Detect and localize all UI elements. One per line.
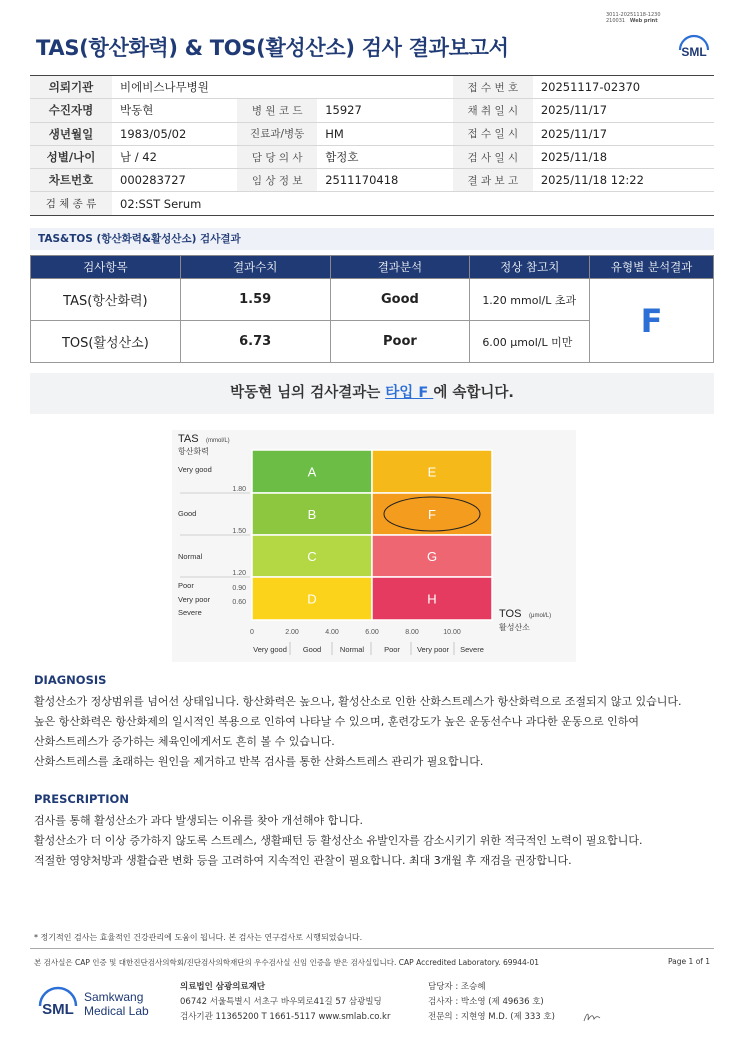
label-collection-date: 채 취 일 시 [453,99,533,122]
x-axis-title: TOS [499,608,522,620]
value-patient-name: 박동현 [112,99,237,122]
diagnosis-line: 활성산소가 정상범위를 넘어선 상태입니다. 항산화력은 높으나, 활성산소로 인한 산화스트레스가 항산화력으로 조절되지 않고 있습니다. [34,695,682,708]
x-category-label: Poor [384,645,400,654]
info-row [30,169,714,192]
header-analysis: 결과분석 [330,256,470,279]
web-print-label: Web print [629,18,658,24]
x-tick-label: 6.00 [365,629,379,636]
type-result: F [590,279,714,363]
cell-label-f: F [428,507,436,522]
header-test-item: 검사항목 [31,256,181,279]
footer-note: * 정기적인 검사는 효율적인 건강관리에 도움이 됩니다. 본 검사는 연구검사로 시행되었습니다. [34,933,363,942]
tos-analysis: Poor [330,321,470,363]
prescription-line: 검사를 통해 활성산소가 과다 발생되는 이유를 찾아 개선해야 합니다. [34,814,363,827]
report-title: TAS(항산화력) & TOS(활성산소) 검사 결과보고서 [36,36,509,60]
y-category-label: Very poor [178,595,211,604]
value-department: HM [317,122,453,145]
cell-label-d: D [307,591,317,607]
label-sex-age: 성별/나이 [30,145,112,168]
staff-specialist: 전문의 : 지현영 M.D. (제 333 호) [428,1012,555,1022]
value-test-date: 2025/11/18 [533,145,714,168]
tas-tos-chart [172,430,576,662]
value-sex-age: 남 / 42 [112,145,237,168]
staff-tester: 검사자 : 박소영 (제 49636 호) [428,997,544,1007]
cell-label-c: C [307,549,317,564]
header-result-value: 결과수치 [180,256,330,279]
banner-prefix: 박동현 님의 검사결과는 [230,385,386,401]
footer-logo-name-2: Medical Lab [84,1004,149,1018]
info-row [30,145,714,168]
y-tick-label: 1.50 [232,528,246,535]
value-receipt-number: 20251117-02370 [533,76,714,99]
diagnosis-line: 산화스트레스가 증가하는 체육인에게서도 흔히 볼 수 있습니다. [34,735,335,748]
staff-manager: 담당자 : 조승혜 [428,982,486,992]
x-axis-subtitle: 활성산소 [499,623,530,632]
label-receipt-number: 접 수 번 호 [453,76,533,99]
value-birth-date: 1983/05/02 [112,122,237,145]
diagnosis-section [34,670,714,772]
document-code [606,12,661,24]
value-specimen-type: 02:SST Serum [112,192,714,215]
cell-label-e: E [427,464,437,480]
page-number: Page 1 of 1 [668,957,711,966]
sml-logo [676,28,712,64]
value-result-report: 2025/11/18 12:22 [533,169,714,192]
prescription-section [34,789,714,871]
prescription-line: 적절한 영양처방과 생활습관 변화 등을 고려하여 지속적인 관찰이 필요합니다. 최대 3개월 후 재검을 권장합니다. [34,854,572,867]
label-chart-number: 차트번호 [30,169,112,192]
cell-label-h: H [427,591,437,607]
footer-street: 06742 서울특별시 서초구 바우뫼로41길 57 삼광빌딩 [180,997,382,1007]
y-tick-label: 1.20 [232,570,246,577]
label-result-report: 결 과 보 고 [453,169,533,192]
code-line-2: 210031 [606,18,626,24]
tos-reference: 6.00 μmol/L 미만 [470,321,590,363]
footer-staff [428,980,555,1025]
y-tick-label: 0.60 [232,599,246,606]
y-axis-subtitle: 항산화력 [178,447,209,456]
info-row [30,76,714,99]
label-birth-date: 생년월일 [30,122,112,145]
banner-suffix: 에 속합니다. [433,385,514,401]
tas-value: 1.59 [180,279,330,321]
y-axis-unit: (mmol/L) [206,438,230,444]
footer-logo-sml: SML [42,1001,74,1018]
value-clinical-info: 2511170418 [317,169,453,192]
prescription-line: 활성산소가 더 이상 증가하지 않도록 스트레스, 생활패턴 등 활성산소 유발인자를 감소시키기 위한 적극적인 노력이 필요합니다. [34,834,643,847]
sml-logo-text: SML [681,45,707,59]
result-summary-banner [30,373,714,414]
value-receipt-date: 2025/11/17 [533,122,714,145]
tas-analysis: Good [330,279,470,321]
x-category-label: Normal [339,645,365,654]
label-specimen-type: 검 체 종 류 [30,192,112,215]
footer-logo-name-1: Samkwang [84,990,144,1004]
cell-label-a: A [307,464,317,480]
tas-reference: 1.20 mmol/L 초과 [470,279,590,321]
tos-value: 6.73 [180,321,330,363]
footer-address [180,980,390,1025]
footer-divider [30,948,714,949]
header-type-result: 유형별 분석결과 [590,256,714,279]
tas-item: TAS(항산화력) [31,279,181,321]
cell-label-b: B [307,507,317,522]
code-line-1: 3011-20251118-1230 [606,12,661,18]
footer-contact: 검사기관 11365200 T 1661-5117 www.smlab.co.kr [180,1012,391,1022]
info-row [30,122,714,145]
samkwang-logo [36,980,156,1026]
diagnosis-line: 산화스트레스를 초래하는 원인을 제거하고 반복 검사를 통한 산화스트레스 관리가 필요합니다. [34,755,484,768]
footer-org: 의료법인 삼광의료재단 [180,982,266,992]
y-category-label: Severe [178,608,202,617]
table-row [31,279,714,321]
label-patient-name: 수진자명 [30,99,112,122]
x-category-label: Very poor [416,645,450,654]
x-tick-label: 0 [250,629,254,636]
x-tick-label: 2.00 [285,629,299,636]
label-department: 진료과/병동 [237,122,317,145]
x-category-label: Good [302,645,322,654]
x-category-label: Very good [253,645,287,654]
footer-certification: 본 검사실은 CAP 인증 및 대한진단검사의학회/진단검사의학재단의 우수검사실 신임 인증을 받은 검사실입니다. CAP Accredited Laboratory. 69944-01 [34,958,540,967]
x-tick-label: 8.00 [405,629,419,636]
value-chart-number: 000283727 [112,169,237,192]
value-collection-date: 2025/11/17 [533,99,714,122]
y-category-label: Very good [178,465,212,474]
type-link[interactable]: 타입 F [385,385,434,401]
x-category-label: Severe [460,645,484,654]
y-tick-label: 1.80 [232,486,246,493]
diagnosis-title: DIAGNOSIS [34,673,107,687]
info-row [30,192,714,215]
cell-label-g: G [426,549,438,564]
y-category-label: Poor [178,581,194,590]
chart-svg [172,430,576,662]
y-axis-title: TAS [178,433,199,445]
diagnosis-line: 높은 항산화력은 항산화제의 일시적인 복용으로 인하여 나타날 수 있으며, 훈련강도가 높은 운동선수나 과다한 운동으로 인하여 [34,715,639,728]
prescription-title: PRESCRIPTION [34,792,129,806]
x-axis-unit: (μmol/L) [529,613,552,619]
results-table [30,255,714,363]
y-tick-label: 0.90 [232,585,246,592]
info-row [30,99,714,122]
label-test-date: 검 사 일 시 [453,145,533,168]
value-physician: 함정호 [317,145,453,168]
x-tick-label: 10.00 [443,629,461,636]
label-requesting-institution: 의뢰기관 [30,76,112,99]
label-clinical-info: 임 상 정 보 [237,169,317,192]
value-requesting-institution: 비에비스나무병원 [112,76,453,99]
label-physician: 담 당 의 사 [237,145,317,168]
x-tick-label: 4.00 [325,629,339,636]
results-header-row [31,256,714,279]
value-hospital-code: 15927 [317,99,453,122]
results-section-title: TAS&TOS (항산화력&활성산소) 검사결과 [30,228,714,250]
patient-info-table [30,75,714,216]
signature [582,1010,602,1024]
y-category-label: Normal [178,552,203,561]
tos-item: TOS(활성산소) [31,321,181,363]
label-hospital-code: 병 원 코 드 [237,99,317,122]
y-category-label: Good [178,509,197,518]
header-reference: 정상 참고치 [470,256,590,279]
label-receipt-date: 접 수 일 시 [453,122,533,145]
